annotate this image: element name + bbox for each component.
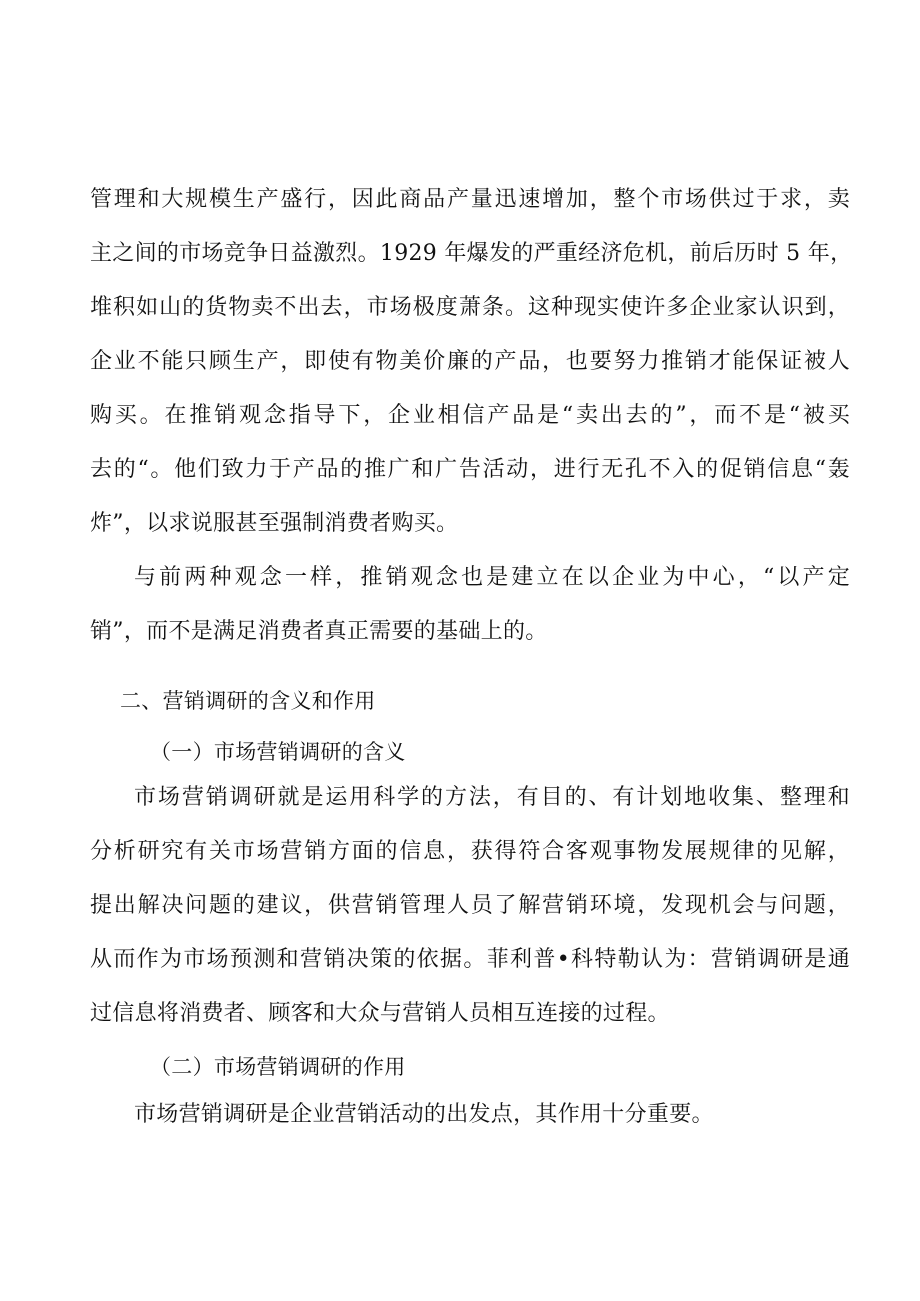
paragraph-line: 管理和大规模生产盛行，因此商品产量迅速增加，整个市场供过于求，卖: [90, 187, 850, 212]
paragraph-line: 过信息将消费者、顾客和大众与营销人员相互连接的过程。: [90, 1001, 670, 1026]
paragraph-line: 炸”，以求说服甚至强制消费者购买。: [90, 511, 459, 536]
paragraph-line: 从而作为市场预测和营销决策的依据。菲利普•科特勒认为：营销调研是通: [90, 947, 850, 972]
paragraph-line: 分析研究有关市场营销方面的信息，获得符合客观事物发展规律的见解，: [90, 839, 850, 864]
paragraph-line: 主之间的市场竞争日益激烈。1929 年爆发的严重经济危机，前后历时 5 年，: [90, 241, 853, 266]
paragraph-line: 去的“。他们致力于产品的推广和广告活动，进行无孔不入的促销信息“轰: [90, 457, 850, 482]
paragraph-line: 市场营销调研就是运用科学的方法，有目的、有计划地收集、整理和: [134, 785, 850, 810]
section-heading: 二、营销调研的含义和作用: [120, 689, 376, 713]
paragraph-line: 提出解决问题的建议，供营销管理人员了解营销环境，发现机会与问题，: [90, 893, 850, 918]
paragraph-line: 购买。在推销观念指导下，企业相信产品是“卖出去的”，而不是“被买: [90, 403, 850, 428]
subsection-heading: （二）市场营销调研的作用: [150, 1055, 406, 1079]
paragraph-line: 销”，而不是满足消费者真正需要的基础上的。: [90, 619, 548, 644]
paragraph-line: 企业不能只顾生产，即使有物美价廉的产品，也要努力推销才能保证被人: [90, 349, 850, 374]
paragraph-line: 与前两种观念一样，推销观念也是建立在以企业为中心，“以产定: [134, 565, 850, 590]
paragraph-line: 市场营销调研是企业营销活动的出发点，其作用十分重要。: [134, 1102, 714, 1127]
paragraph-line: 堆积如山的货物卖不出去，市场极度萧条。这种现实使许多企业家认识到，: [90, 295, 850, 320]
subsection-heading: （一）市场营销调研的含义: [150, 740, 406, 764]
